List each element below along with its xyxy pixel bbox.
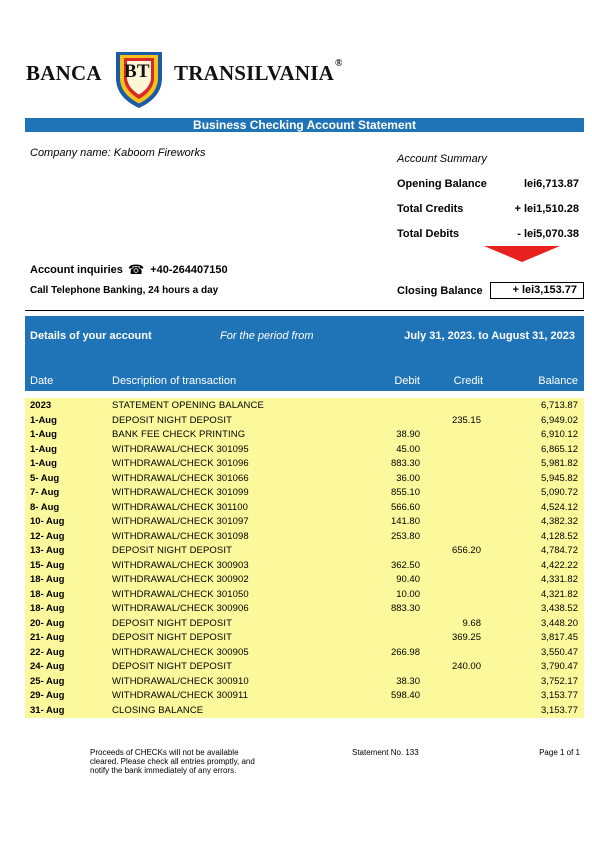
table-row [25,559,584,574]
page-number: Page 1 of 1 [539,748,580,757]
cell-balance: 5,981.82 [541,458,578,469]
cell-date: 1-Aug [30,414,57,426]
cell-balance: 6,713.87 [541,400,578,411]
cell-description: WITHDRAWAL/CHECK 300903 [112,559,249,571]
table-row [25,428,584,443]
cell-balance: 4,784.72 [541,545,578,556]
logo-word-left: BANCA [26,61,102,85]
table-row [25,515,584,530]
cell-date: 7- Aug [30,487,60,498]
cell-description: DEPOSIT NIGHT DEPOSIT [112,661,232,672]
cell-description: WITHDRAWAL/CHECK 301096 [112,458,249,469]
cell-debit: 10.00 [396,588,420,600]
cell-description: WITHDRAWAL/CHECK 301098 [112,530,249,542]
opening-balance-value: lei6,713.87 [523,178,579,190]
cell-description: WITHDRAWAL/CHECK 301097 [112,516,249,527]
cell-date: 10- Aug [30,516,65,527]
cell-description: WITHDRAWAL/CHECK 301095 [112,443,249,455]
cell-balance: 3,752.17 [541,675,578,687]
cell-debit: 362.50 [390,559,420,571]
inquiries-phone-number: +40-264407150 [150,264,228,276]
table-row [25,501,584,516]
cell-debit: 253.80 [390,530,420,542]
cell-description: CLOSING BALANCE [112,704,204,716]
cell-date: 5- Aug [30,472,60,484]
cell-description: WITHDRAWAL/CHECK 301099 [112,487,249,498]
cell-balance: 6,949.02 [541,414,578,426]
cell-balance: 3,438.52 [541,603,578,614]
cell-balance: 6,865.12 [541,443,578,455]
cell-description: BANK FEE CHECK PRINTING [112,429,246,440]
table-row [25,675,584,690]
cell-debit: 566.60 [390,501,420,513]
cell-date: 18- Aug [30,603,65,614]
transactions-table [25,398,584,718]
account-summary-title: Account Summary [397,153,487,165]
cell-date: 1-Aug [30,458,57,469]
table-row [25,457,584,472]
closing-balance-label: Closing Balance [397,285,483,297]
cell-date: 18- Aug [30,574,65,585]
cell-balance: 5,090.72 [541,487,578,498]
opening-balance-label: Opening Balance [397,178,487,190]
cell-debit: 38.30 [396,675,420,687]
table-row [25,486,584,501]
cell-credit: 369.25 [451,632,481,643]
column-header-balance: Balance [538,375,578,387]
divider [25,310,584,311]
cell-balance: 5,945.82 [541,472,578,484]
telephone-banking-note: Call Telephone Banking, 24 hours a day [30,285,219,296]
table-row [25,443,584,458]
cell-description: WITHDRAWAL/CHECK 300902 [112,574,249,585]
red-arrow-icon [484,246,560,262]
cell-debit: 598.40 [390,690,420,701]
cell-balance: 4,331.82 [541,574,578,585]
table-row [25,704,584,719]
table-row [25,631,584,646]
company-name: Company name: Kaboom Fireworks [30,147,206,159]
table-row [25,646,584,661]
account-inquiries-label: Account inquiries [30,264,123,276]
period-range: July 31, 2023. to August 31, 2023 [404,330,575,342]
footer-notice-line: notify the bank immediately of any errors. [90,766,237,775]
total-debits-label: Total Debits [397,228,460,240]
table-row [25,544,584,559]
total-credits-value: + lei1,510.28 [514,203,579,215]
cell-credit: 656.20 [451,545,481,556]
cell-description: STATEMENT OPENING BALANCE [112,400,264,411]
table-row [25,689,584,704]
period-label: For the period from [220,330,314,342]
cell-balance: 3,790.47 [541,661,578,672]
cell-date: 21- Aug [30,632,65,643]
total-credits-label: Total Credits [397,203,464,215]
cell-debit: 266.98 [390,646,420,658]
cell-debit: 883.30 [390,458,420,469]
table-row [25,399,584,414]
cell-description: DEPOSIT NIGHT DEPOSIT [112,414,232,426]
cell-description: DEPOSIT NIGHT DEPOSIT [112,617,232,629]
cell-date: 1-Aug [30,429,57,440]
cell-date: 12- Aug [30,530,65,542]
cell-balance: 3,448.20 [541,617,578,629]
cell-balance: 4,382.32 [541,516,578,527]
cell-date: 8- Aug [30,501,60,513]
cell-description: DEPOSIT NIGHT DEPOSIT [112,545,232,556]
cell-debit: 45.00 [396,443,420,455]
closing-balance-box [490,282,584,299]
table-row [25,660,584,675]
registered-mark: ® [334,58,343,69]
cell-credit: 235.15 [451,414,481,426]
logo-word-right [174,58,343,86]
cell-debit: 36.00 [396,472,420,484]
details-title: Details of your account [30,330,152,342]
cell-description: WITHDRAWAL/CHECK 301100 [112,501,249,513]
logo-word-right-text: TRANSILVANIA [174,61,334,85]
cell-debit: 90.40 [396,574,420,585]
account-inquiries [30,262,228,278]
table-row [25,617,584,632]
cell-date: 29- Aug [30,690,65,701]
cell-date: 13- Aug [30,545,65,556]
cell-credit: 9.68 [462,617,481,629]
cell-date: 2023 [30,400,52,411]
cell-balance: 4,524.12 [541,501,578,513]
details-header [25,316,584,391]
cell-balance: 4,128.52 [541,530,578,542]
cell-credit: 240.00 [451,661,481,672]
cell-date: 15- Aug [30,559,65,571]
cell-description: WITHDRAWAL/CHECK 301050 [112,588,249,600]
cell-description: DEPOSIT NIGHT DEPOSIT [112,632,232,643]
document-title: Business Checking Account Statement [25,118,584,132]
cell-debit: 38.90 [396,429,420,440]
table-row [25,602,584,617]
cell-description: WITHDRAWAL/CHECK 300905 [112,646,249,658]
cell-balance: 3,550.47 [541,646,578,658]
table-row [25,588,584,603]
cell-date: 25- Aug [30,675,65,687]
table-row [25,573,584,588]
column-header-date: Date [30,375,54,387]
cell-date: 31- Aug [30,704,65,716]
cell-description: WITHDRAWAL/CHECK 300906 [112,603,249,614]
cell-description: WITHDRAWAL/CHECK 301066 [112,472,249,484]
cell-balance: 3,153.77 [541,690,578,701]
cell-debit: 141.80 [390,516,420,527]
cell-balance: 4,321.82 [541,588,578,600]
total-debits-value: - lei5,070.38 [517,228,579,240]
cell-debit: 883.30 [390,603,420,614]
logo-letters: BT [124,61,150,82]
statement-number: Statement No. 133 [352,748,419,757]
footer-notice-line: Proceeds of CHECKs will not be available [90,748,239,757]
bank-logo [26,48,356,110]
cell-description: WITHDRAWAL/CHECK 300910 [112,675,249,687]
table-row [25,472,584,487]
cell-date: 18- Aug [30,588,65,600]
column-header-description: Description of transaction [112,375,237,387]
table-row [25,530,584,545]
footer-notice [90,748,280,775]
cell-date: 22- Aug [30,646,65,658]
column-header-credit: Credit [453,375,483,387]
cell-balance: 3,153.77 [541,704,578,716]
column-header-debit: Debit [394,375,420,387]
cell-date: 1-Aug [30,443,57,455]
cell-date: 24- Aug [30,661,65,672]
footer-notice-line: cleared. Please check all entries promptly, and [90,757,255,766]
cell-date: 20- Aug [30,617,65,629]
cell-balance: 4,422.22 [541,559,578,571]
cell-balance: 3,817.45 [541,632,578,643]
closing-balance-value: + lei3,153.77 [512,284,577,296]
cell-description: WITHDRAWAL/CHECK 300911 [112,690,249,701]
telephone-icon: ☎ [127,262,145,277]
cell-balance: 6,910.12 [541,429,578,440]
cell-debit: 855.10 [390,487,420,498]
table-row [25,414,584,429]
